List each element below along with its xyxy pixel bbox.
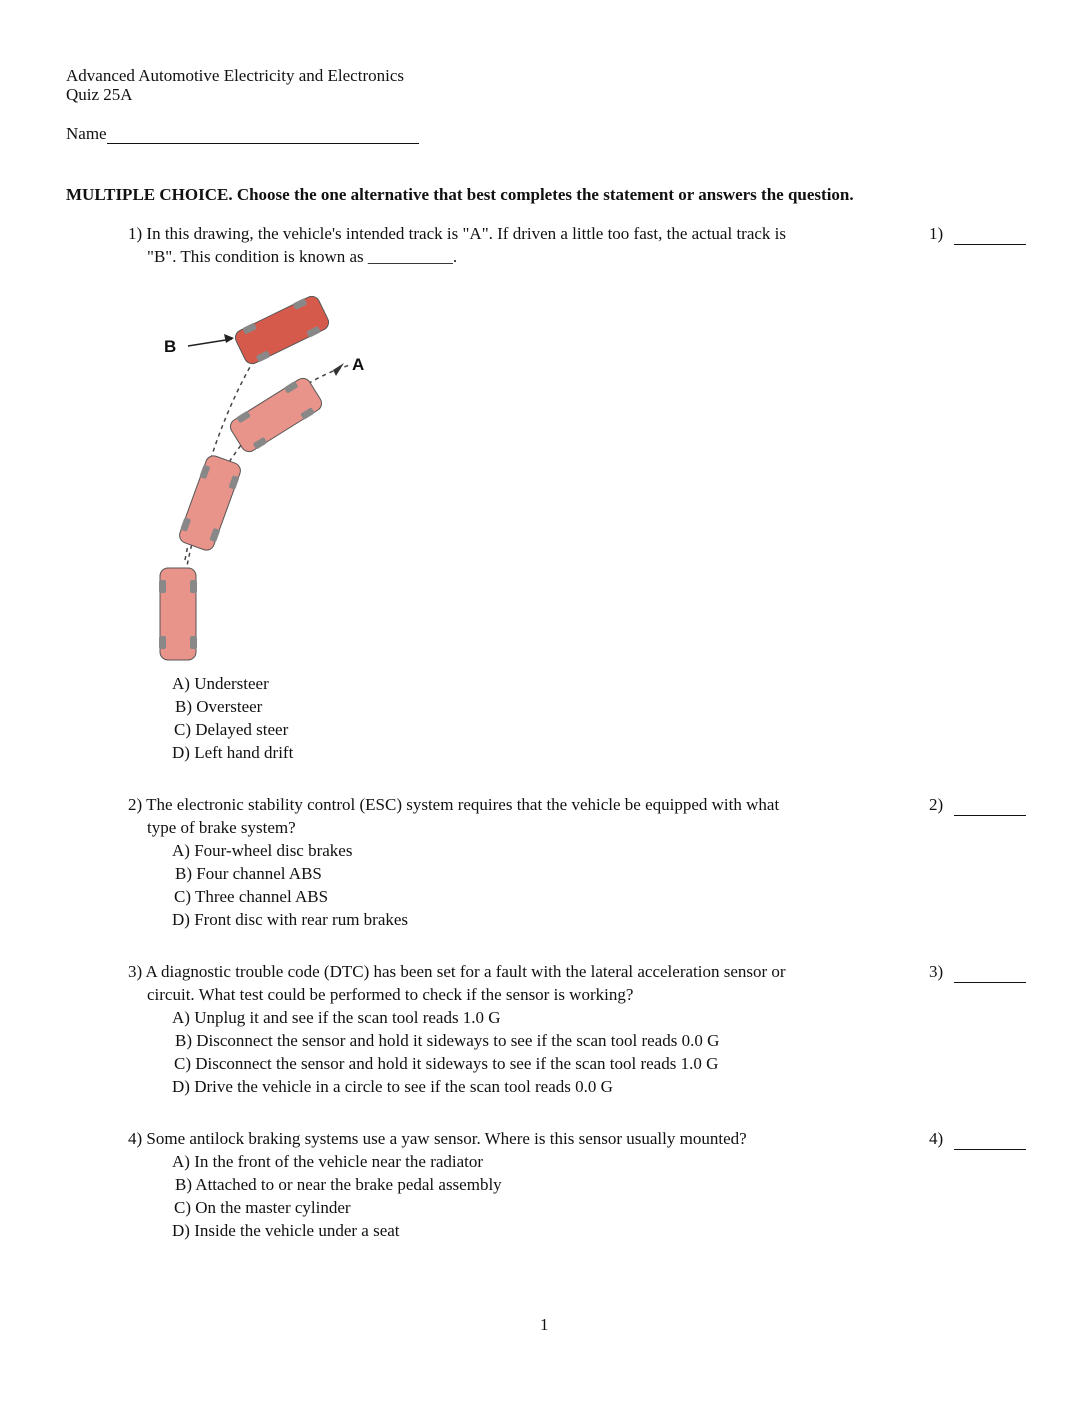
- q3-option-c: C) Disconnect the sensor and hold it sideways to see if the scan tool reads 1.0 G: [174, 1054, 719, 1073]
- car-3: [227, 375, 325, 456]
- name-label: Name: [66, 124, 107, 143]
- q4-option-b: B) Attached to or near the brake pedal assembly: [175, 1175, 502, 1194]
- name-line[interactable]: [107, 127, 419, 144]
- answer-number-2: 2): [929, 795, 944, 814]
- q2-option-d: D) Front disc with rear rum brakes: [172, 910, 409, 929]
- q1-option-d: D) Left hand drift: [172, 743, 294, 762]
- q2-option-c: C) Three channel ABS: [174, 887, 329, 906]
- q3-option-a: A) Unplug it and see if the scan tool reads 1.0 G: [172, 1008, 501, 1027]
- answer-number-4: 4): [929, 1129, 944, 1148]
- answer-blank-4[interactable]: [954, 1131, 1026, 1150]
- question-3-text-cont: circuit. What test could be performed to check if the sensor is working?: [147, 985, 634, 1004]
- answer-blank-1[interactable]: [954, 226, 1026, 245]
- q1-option-b: B) Oversteer: [175, 697, 263, 716]
- answer-blank-3[interactable]: [954, 964, 1026, 983]
- question-3-text: 3) A diagnostic trouble code (DTC) has been set for a fault with the lateral acceleration sensor or: [128, 962, 786, 981]
- q3-option-d: D) Drive the vehicle in a circle to see if the scan tool reads 0.0 G: [172, 1077, 613, 1096]
- question-4-text: 4) Some antilock braking systems use a yaw sensor. Where is this sensor usually mounted?: [128, 1129, 747, 1148]
- arrow-b-icon: [224, 334, 234, 343]
- question-2-text: 2) The electronic stability control (ESC) system requires that the vehicle be equipped with what: [128, 795, 780, 814]
- q4-option-c: C) On the master cylinder: [174, 1198, 351, 1217]
- car-2: [176, 453, 243, 552]
- instructions: MULTIPLE CHOICE. Choose the one alternative that best completes the statement or answers the question.: [66, 185, 854, 204]
- label-b: B: [164, 337, 177, 356]
- arrow-a-icon: [333, 363, 344, 376]
- label-a: A: [352, 355, 365, 374]
- q4-option-d: D) Inside the vehicle under a seat: [172, 1221, 400, 1240]
- quiz-title: Quiz 25A: [66, 85, 133, 104]
- answer-number-3: 3): [929, 962, 944, 981]
- q4-option-a: A) In the front of the vehicle near the radiator: [172, 1152, 484, 1171]
- q1-option-a: A) Understeer: [172, 674, 269, 693]
- course-title: Advanced Automotive Electricity and Electronics: [66, 66, 404, 85]
- question-1-text-cont: "B". This condition is known as __________.: [147, 247, 458, 266]
- answer-number-1: 1): [929, 224, 944, 243]
- q3-option-b: B) Disconnect the sensor and hold it sideways to see if the scan tool reads 0.0 G: [175, 1031, 720, 1050]
- car-b: [232, 293, 331, 367]
- name-field[interactable]: [66, 124, 419, 144]
- car-1: [159, 568, 197, 660]
- vehicle-track-figure: [150, 290, 390, 670]
- q2-option-b: B) Four channel ABS: [175, 864, 322, 883]
- q1-option-c: C) Delayed steer: [174, 720, 289, 739]
- question-2-text-cont: type of brake system?: [147, 818, 296, 837]
- question-1-text: 1) In this drawing, the vehicle's intended track is "A". If driven a little too fast, the actual track is: [128, 224, 787, 243]
- answer-blank-2[interactable]: [954, 797, 1026, 816]
- page-number: 1: [540, 1315, 549, 1334]
- q2-option-a: A) Four-wheel disc brakes: [172, 841, 353, 860]
